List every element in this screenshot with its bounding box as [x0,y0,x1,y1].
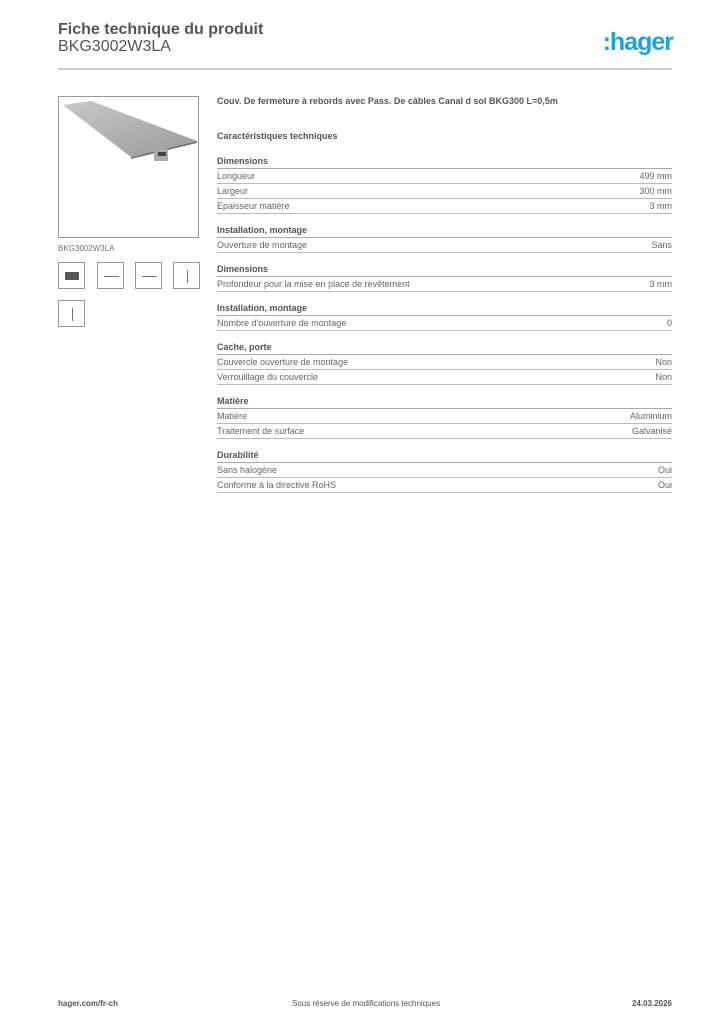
cover-plate-illustration [59,97,198,237]
spec-row [217,355,672,370]
logo-text: hager [609,28,673,56]
page-title: Fiche technique du produit [58,21,264,38]
spec-row [217,409,672,424]
image-caption: BKG3002W3LA [58,244,115,253]
section-title: Caractéristiques techniques [217,131,338,141]
spec-label: Largeur [217,186,249,196]
spec-value: Non [655,372,672,382]
group-header: Dimensions [217,155,672,169]
group-header: Durabilité [217,449,672,463]
spec-row [217,316,672,331]
spec-row [217,463,672,478]
spec-value: 499 mm [639,171,672,181]
thumbnail-drawing-1[interactable] [97,262,124,289]
spec-label: Couvercle ouverture de montage [217,357,349,367]
spec-label: Profondeur pour la mise en place de revêtement [217,279,410,289]
thumbnail-drawing-3[interactable] [173,262,200,289]
thumbnail-drawing-4[interactable] [58,300,85,327]
thumbnail-photo[interactable] [58,262,85,289]
spec-value: Non [655,357,672,367]
spec-value: 300 mm [639,186,672,196]
spec-label: Conforme à la directive RoHS [217,480,337,490]
spec-label: Ouverture de montage [217,240,308,250]
spec-row [217,169,672,184]
footer-website[interactable]: hager.com/fr-ch [58,999,119,1008]
spec-row [217,238,672,253]
thumbnail-drawing-2[interactable] [135,262,162,289]
hager-logo: :hager [602,28,673,56]
spec-row [217,184,672,199]
spec-label: Longueur [217,171,256,181]
spec-label: Verrouillage du couvercle [217,372,319,382]
spec-value: Galvanisé [631,426,672,436]
spec-label: Epaisseur matière [217,201,290,211]
footer-note: Sous réserve de modifications techniques [292,999,441,1008]
header-divider [58,68,672,70]
spec-value: 0 [666,318,672,328]
spec-value: 3 mm [649,201,672,211]
spec-value: 3 mm [649,279,672,289]
spec-row [217,199,672,214]
group-header: Installation, montage [217,302,672,316]
group-header: Matière [217,395,672,409]
spec-row [217,370,672,385]
spec-label: Nombre d'ouverture de montage [217,318,347,328]
group-header: Dimensions [217,263,672,277]
spec-value: Sans [651,240,672,250]
spec-value: Oui [657,480,672,490]
footer-date: 24.03.2026 [631,999,672,1008]
spec-label: Traitement de surface [217,426,305,436]
spec-label: Sans halogène [217,465,278,475]
spec-value: Aluminium [629,411,672,421]
spec-row [217,277,672,292]
spec-row [217,424,672,439]
product-image[interactable] [58,96,199,238]
spec-label: Matière [217,411,248,421]
group-header: Installation, montage [217,224,672,238]
product-code: BKG3002W3LA [58,38,171,55]
specs-table [217,155,672,493]
group-header: Cache, porte [217,341,672,355]
product-description: Couv. De fermeture à rebords avec Pass. De câbles Canal d sol BKG300 L=0,5m [217,96,558,106]
spec-row [217,478,672,493]
spec-value: Oui [657,465,672,475]
